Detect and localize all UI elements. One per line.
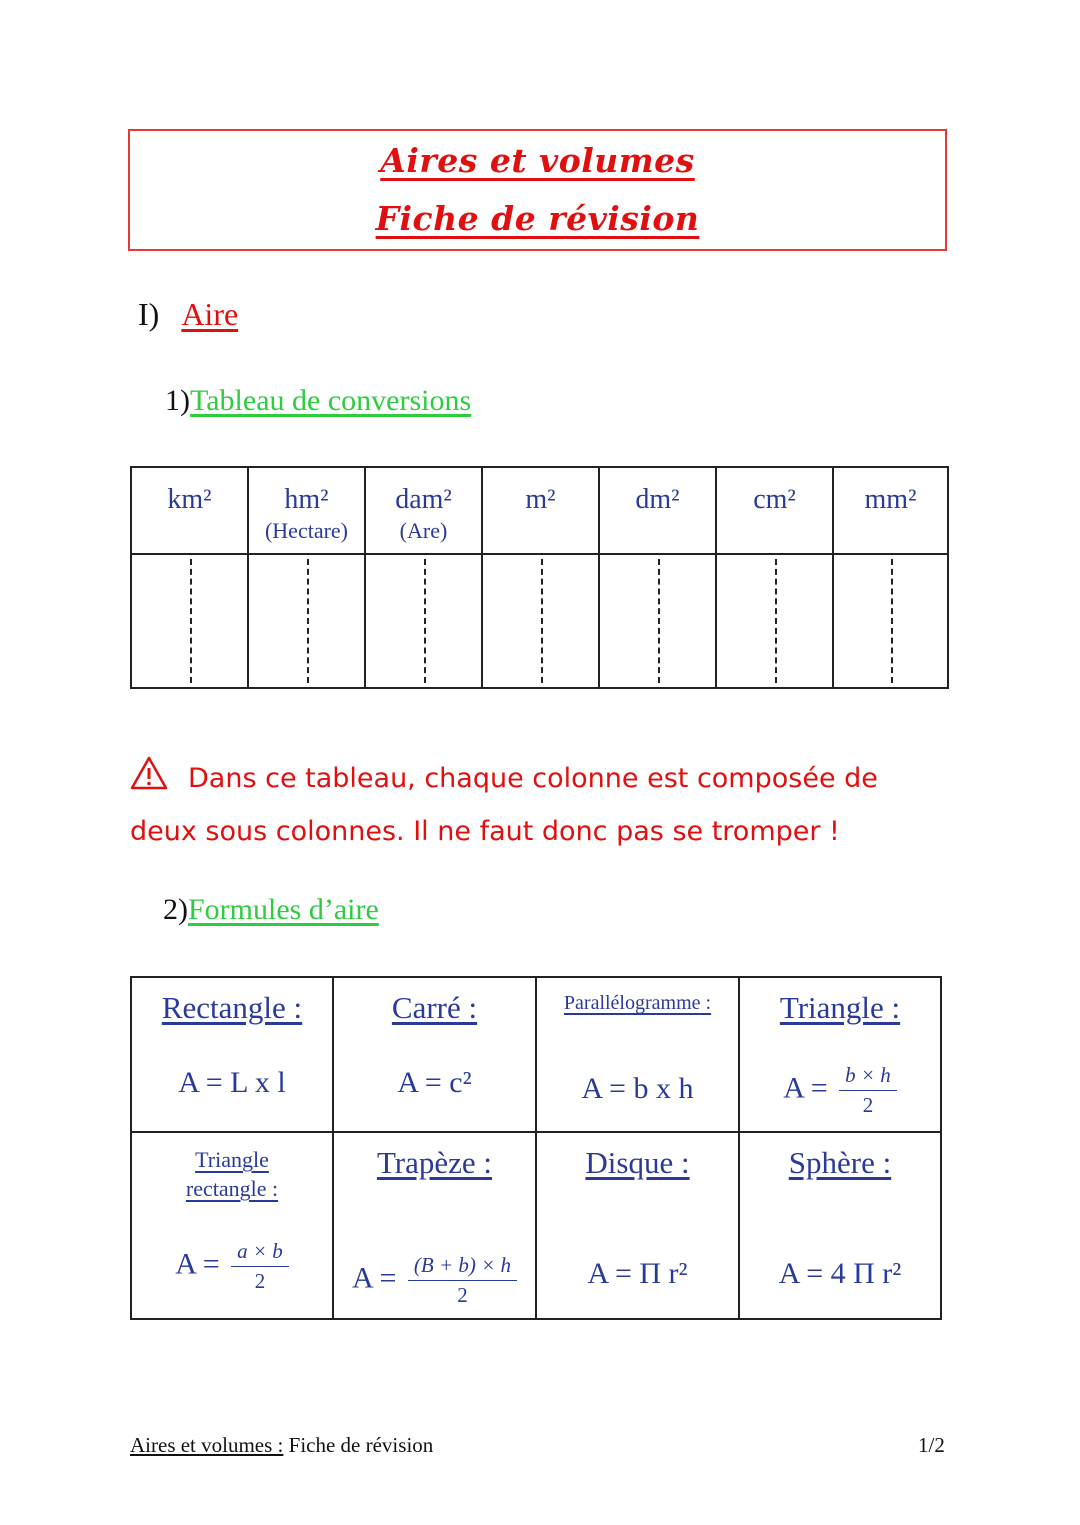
formula-lhs: A = [351,1261,397,1295]
conversion-header [834,468,947,555]
title-line-1: Aires et volumes [380,141,695,180]
formula: A = Π r² [587,1257,688,1290]
warning-note [130,752,930,858]
unit-label: mm² [864,484,917,515]
formula-lhs: A = [783,1071,828,1105]
formula: A = c² [397,1066,472,1099]
conversion-column [834,468,947,687]
shape-name: Disque : [585,1145,690,1180]
fraction-denominator: 2 [457,1283,468,1307]
conversion-header [600,468,715,555]
conversion-column [717,468,834,687]
warning-triangle-icon [130,756,168,790]
formula-cell-sphere [740,1133,940,1318]
conversion-column [249,468,366,687]
fraction [408,1253,517,1308]
subheading-number: 2) [163,893,188,926]
fraction-numerator: b × h [839,1063,897,1091]
conversion-column [366,468,483,687]
fraction [231,1239,289,1294]
subcolumn-divider [424,559,426,683]
fraction [839,1063,897,1118]
formula-cell-parallelogramme [537,978,740,1133]
shape-name: Parallélogramme : [563,992,712,1014]
warning-text: Dans ce tableau, chaque colonne est composée de deux sous colonnes. Il ne faut donc pas se tromper ! [130,763,878,847]
conversion-column [600,468,717,687]
title-line-2: Fiche de révision [375,199,700,238]
unit-label: km² [167,484,212,515]
subheading-conversions [165,384,471,418]
formula-cell-triangle-rectangle [132,1133,334,1318]
shape-name: Triangle : [779,990,901,1025]
unit-label: hm² [284,484,329,515]
footer-subtitle: Fiche de révision [283,1433,434,1457]
formula-fraction [132,1239,332,1294]
unit-label: m² [525,484,556,515]
formula: A = 4 Π r² [778,1257,902,1290]
subcolumn-divider [307,559,309,683]
fraction-numerator: (B + b) × h [408,1253,517,1281]
shape-name-line1: Triangle [195,1147,269,1172]
conversion-header [132,468,247,555]
formula-cell-rectangle [132,978,334,1133]
formula-cell-triangle [740,978,940,1133]
subheading-formules [163,893,379,927]
title-box [128,129,947,251]
section-label: Aire [181,296,239,332]
fraction-denominator: 2 [254,1269,266,1293]
formula: A = L x l [178,1066,286,1099]
shape-name [132,1145,332,1203]
conversion-cell [483,555,598,687]
shape-name: Rectangle : [161,990,303,1025]
conversion-table [130,466,949,689]
conversion-cell [132,555,247,687]
unit-label: dam² [395,484,452,515]
unit-label: cm² [753,484,796,515]
formula-cell-carre [334,978,537,1133]
subheading-label: Tableau de conversions [190,384,472,417]
formula-fraction [740,1063,940,1118]
conversion-header [249,468,364,555]
conversion-cell [834,555,947,687]
subcolumn-divider [541,559,543,683]
conversion-cell [600,555,715,687]
shape-name: Carré : [391,990,478,1025]
conversion-cell [717,555,832,687]
shape-name: Sphère : [788,1145,892,1180]
conversion-header [483,468,598,555]
conversion-column [132,468,249,687]
conversion-cell [366,555,481,687]
footer-title: Aires et volumes : [130,1433,284,1457]
conversion-header [717,468,832,555]
subcolumn-divider [775,559,777,683]
formula-cell-disque [537,1133,740,1318]
fraction-denominator: 2 [862,1093,874,1117]
subcolumn-divider [190,559,192,683]
formula-table [130,976,942,1320]
subcolumn-divider [658,559,660,683]
unit-label: dm² [635,484,680,515]
subheading-label: Formules d’aire [188,893,379,926]
formula-lhs: A = [175,1247,220,1281]
conversion-header [366,468,481,555]
unit-sublabel: (Hectare) [264,518,349,543]
formula-fraction [334,1253,535,1308]
page-number: 1/2 [918,1433,945,1457]
unit-sublabel: (Are) [399,518,448,543]
subheading-number: 1) [165,384,190,417]
conversion-cell [249,555,364,687]
footer [130,1433,433,1458]
subcolumn-divider [891,559,893,683]
formula: A = b x h [581,1072,694,1105]
section-number: I) [138,296,160,332]
shape-name: Trapèze : [376,1145,493,1180]
formula-cell-trapeze [334,1133,537,1318]
fraction-numerator: a × b [231,1239,289,1267]
section-heading-aire [138,296,238,333]
conversion-column [483,468,600,687]
shape-name-line2: rectangle : [185,1176,279,1201]
